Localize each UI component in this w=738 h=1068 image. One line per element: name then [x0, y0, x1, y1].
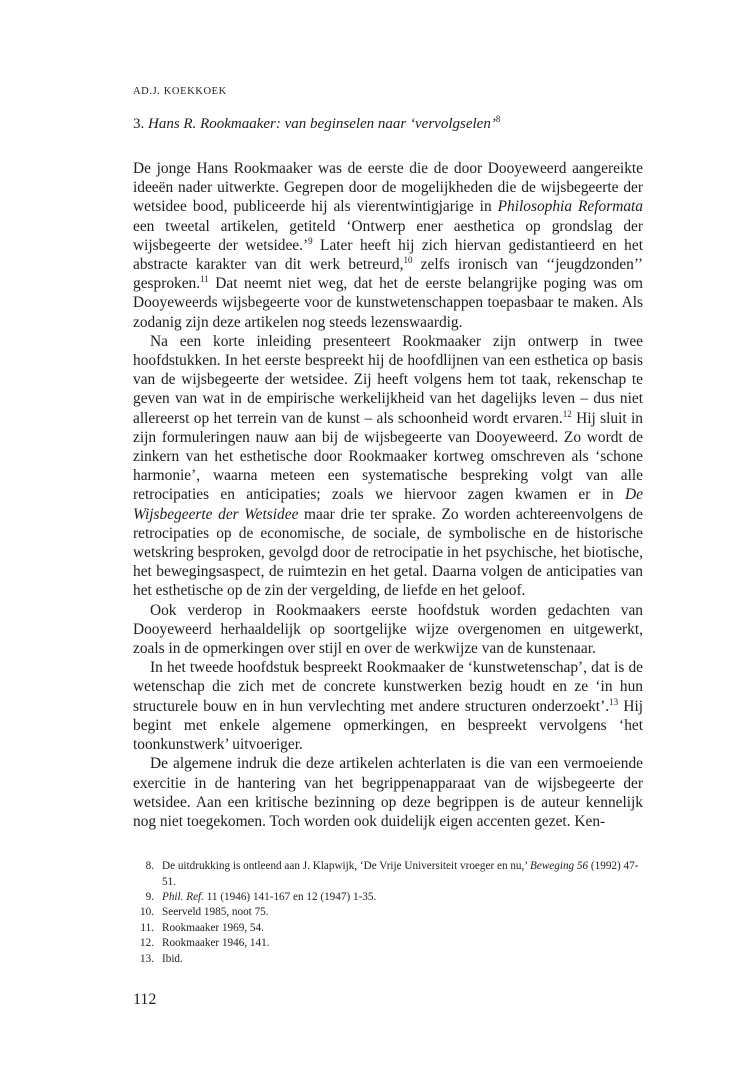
- paragraph: [133, 658, 643, 754]
- page-number: 112: [133, 990, 157, 1008]
- text-run: een tweetal artikelen, getiteld ‘Ontwerp ener aesthetica op grondslag der wijsbegeerte der wetsidee.’: [133, 217, 643, 254]
- paragraph: [133, 159, 643, 332]
- text-run: Rookmaaker 1946, 141.: [162, 937, 270, 950]
- footnote-ref: 10: [403, 254, 413, 265]
- italic-text: Beweging 56: [530, 860, 589, 873]
- text-run: Hij sluit in zijn formuleringen nauw aan bij de wijsbegeerte van Dooyeweerd. Zo wordt de zinkern van het esthetische door Rookmaaker kortweg omschreven als ‘schone harmonie’, waarna meteen een systematische bespreking volgt van alle retrocipaties en anticipaties; zoals we hiervoor zagen kwamen er in: [133, 409, 644, 504]
- body-text: [133, 159, 643, 831]
- footnote: [133, 905, 643, 920]
- footnotes: [133, 859, 643, 967]
- paragraph: [133, 332, 643, 601]
- running-head: AD.J. KOEKKOEK: [133, 86, 227, 97]
- footnote-number: 8.: [145, 860, 154, 873]
- footnote: [133, 859, 643, 890]
- footnote-number: 13.: [140, 952, 154, 965]
- text-run: Dat neemt niet weg, dat het de eerste belangrijke poging was om Dooyeweerds wijsbegeerte voor de kunstwetenschappen toepasbaar te maken. Als zodanig zijn deze artikelen nog steeds lezenswaardig.: [133, 275, 643, 331]
- text-run: Hij begint met enkele algemene opmerkingen, en bespreekt vervolgens ‘het toonkunstwerk’ uitvoeriger.: [133, 697, 643, 754]
- text-run: Ibid.: [162, 952, 183, 965]
- text-run: zelfs ironisch van ‘‘jeugdzonden’’ gesproken.: [133, 256, 643, 293]
- footnote: [133, 890, 643, 905]
- footnote-number: 11.: [140, 921, 154, 934]
- footnote-number: 9.: [145, 890, 154, 903]
- text-run: 11 (1946) 141-167 en 12 (1947) 1-35.: [203, 890, 377, 903]
- text-run: De uitdrukking is ontleend aan J. Klapwijk, ‘De Vrije Universiteit vroeger en nu,’: [162, 860, 531, 873]
- italic-text: Phil. Ref.: [162, 890, 204, 903]
- section-title-text: Hans R. Rookmaaker: van beginselen naar ‘vervolgselen’: [148, 116, 496, 132]
- footnote-text: [162, 859, 643, 890]
- paragraph: [133, 754, 643, 831]
- italic-text: Philosophia Reformata: [497, 198, 643, 216]
- footnote: [133, 952, 643, 967]
- text-run: Rookmaaker 1969, 54.: [162, 921, 264, 934]
- section-number: 3.: [133, 116, 145, 132]
- footnote: [133, 936, 643, 951]
- footnote-text: [162, 952, 643, 967]
- text-run: Ook verderop in Rookmaakers eerste hoofdstuk worden gedachten van Dooyeweerd herhaaldelijk op soortgelijke wijze overgenomen en uitgewerkt, zoals in de opmerkingen over stijl en over de werkwijze van de kunstenaar.: [133, 601, 643, 658]
- footnote-text: [162, 890, 643, 905]
- text-run: (1992) 47-51.: [162, 860, 639, 888]
- footnote-ref: 13: [609, 696, 619, 707]
- footnote-text: [162, 936, 643, 951]
- text-run: Seerveld 1985, noot 75.: [162, 906, 269, 919]
- section-title: [133, 114, 643, 136]
- footnote-ref: 12: [562, 408, 572, 419]
- footnote-number: 10.: [140, 906, 154, 919]
- section-note-ref: 8: [495, 114, 501, 124]
- footnote: [133, 921, 643, 936]
- page: [133, 86, 643, 1009]
- footnote-ref: 11: [200, 274, 209, 285]
- text-run: In het tweede hoofdstuk bespreekt Rookmaaker de ‘kunstwetenschap’, dat is de wetenschap die zich met de concrete kunstwerken bezig houdt en ze ‘in hun structurele bouw en in hun vervlechting met andere structuren onderzoekt’.: [133, 659, 643, 715]
- text-run: De jonge Hans Rookmaaker was de eerste die de door Dooyeweerd aangereikte ideeën nader uitwerkte. Gegrepen door de mogelijkheden die de wijsbegeerte der wetsidee bood, publiceerde hij als vierentwintigjarige in: [133, 160, 643, 216]
- text-run: De algemene indruk die deze artikelen achterlaten is die van een vermoeiende exercitie in de hantering van het begrippenapparaat van de wijsbegeerte der wetsidee. Aan een kritische bezinning op deze begrippen is de auteur kennelijk nog niet toegekomen. Toch worden ook duidelijk eigen accenten gezet. Ken-: [133, 755, 643, 830]
- text-run: maar drie ter sprake. Zo worden achtereenvolgens de retrocipaties op de economische, de sociale, de symbolische en de historische wetskring besproken, gevolgd door de retrocipatie in het psychische, het biotische, het bewegingsaspect, de ruimtezin en het getal. Daarna volgen de anticipaties van het esthetische op de zin der vergelding, de liefde en het geloof.: [133, 505, 644, 600]
- footnote-ref: 9: [308, 235, 313, 246]
- footnote-number: 12.: [140, 937, 154, 950]
- paragraph: [133, 601, 643, 659]
- footnote-text: [162, 905, 643, 920]
- footnote-text: [162, 921, 643, 936]
- text-run: Na een korte inleiding presenteert Rookmaaker zijn ontwerp in twee hoofdstukken. In het eerste bespreekt hij de hoofdlijnen van een esthetica op basis van de wijsbegeerte der wetsidee. Zij heeft volgens hem tot taak, rekenschap te geven van wat in de empirische werkelijkheid van het dagelijks leven – dus niet allereerst op het terrein van de kunst – als schoonheid wordt ervaren.: [133, 332, 643, 427]
- text-run: Later heeft hij zich hiervan gedistantieerd en het abstracte karakter van dit werk betreurd,: [133, 236, 643, 274]
- italic-text: De Wijsbegeerte der Wetsidee: [133, 486, 643, 523]
